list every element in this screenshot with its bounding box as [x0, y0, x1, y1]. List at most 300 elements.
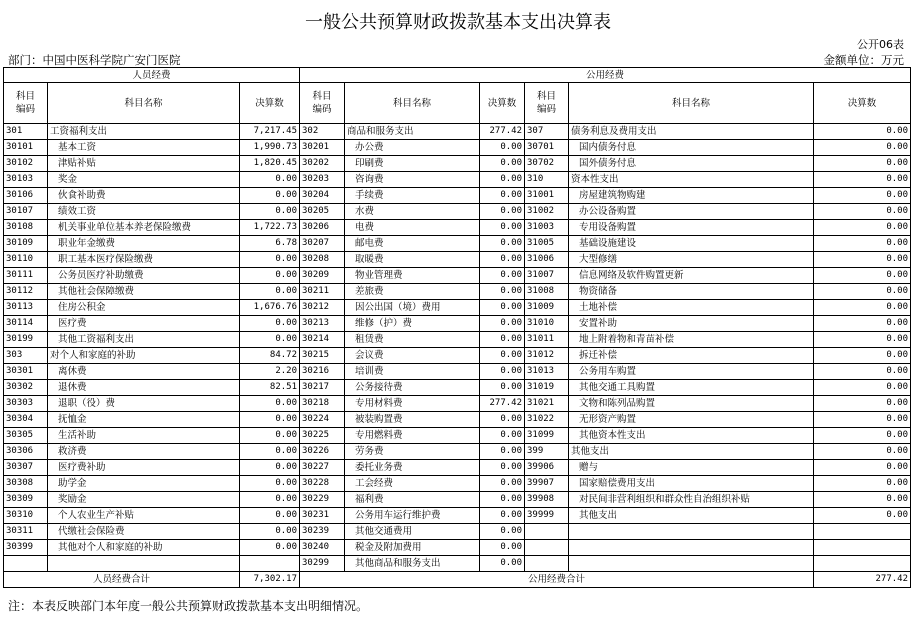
subject-name: 专用材料费 — [345, 396, 480, 412]
subject-name: 其他资本性支出 — [569, 428, 814, 444]
table-row — [4, 252, 911, 268]
subject-code: 30399 — [4, 540, 48, 556]
subject-name: 工会经费 — [345, 476, 480, 492]
subject-code: 30231 — [300, 508, 345, 524]
subject-code: 30213 — [300, 316, 345, 332]
subject-name — [48, 556, 240, 572]
subject-code: 31003 — [525, 220, 569, 236]
amount-value: 0.00 — [814, 492, 911, 508]
header-code: 科目 编码 — [525, 83, 569, 124]
amount-value: 0.00 — [814, 332, 911, 348]
amount-value: 6.78 — [240, 236, 300, 252]
subject-code: 399 — [525, 444, 569, 460]
subject-code: 30207 — [300, 236, 345, 252]
amount-value: 0.00 — [814, 268, 911, 284]
page-title: 一般公共预算财政拨款基本支出决算表 — [305, 12, 611, 33]
amount-value: 0.00 — [814, 396, 911, 412]
subject-code: 310 — [525, 172, 569, 188]
amount-value: 0.00 — [814, 348, 911, 364]
subject-code: 30702 — [525, 156, 569, 172]
subject-name: 其他支出 — [569, 508, 814, 524]
amount-value: 0.00 — [814, 156, 911, 172]
subject-name: 公务员医疗补助缴费 — [48, 268, 240, 284]
subject-name: 个人农业生产补贴 — [48, 508, 240, 524]
subject-code: 39906 — [525, 460, 569, 476]
subject-code: 30109 — [4, 236, 48, 252]
amount-value: 0.00 — [814, 300, 911, 316]
subject-name: 福利费 — [345, 492, 480, 508]
amount-value: 0.00 — [814, 380, 911, 396]
subject-name: 对民间非营利组织和群众性自治组织补贴 — [569, 492, 814, 508]
subject-code: 31099 — [525, 428, 569, 444]
subject-code: 31006 — [525, 252, 569, 268]
subject-name: 工资福利支出 — [48, 124, 240, 140]
subject-name: 职业年金缴费 — [48, 236, 240, 252]
table-row — [4, 492, 911, 508]
amount-value: 0.00 — [480, 156, 525, 172]
subject-code: 30226 — [300, 444, 345, 460]
subject-code: 31013 — [525, 364, 569, 380]
subject-name: 抚恤金 — [48, 412, 240, 428]
amount-value: 0.00 — [480, 524, 525, 540]
amount-value — [814, 556, 911, 572]
amount-value: 0.00 — [240, 524, 300, 540]
subject-name: 伙食补助费 — [48, 188, 240, 204]
subject-name: 因公出国（境）费用 — [345, 300, 480, 316]
subject-code: 30308 — [4, 476, 48, 492]
amount-value: 0.00 — [240, 428, 300, 444]
subject-name: 离休费 — [48, 364, 240, 380]
subject-name: 其他社会保障缴费 — [48, 284, 240, 300]
amount-value: 277.42 — [480, 124, 525, 140]
subject-name: 其他商品和服务支出 — [345, 556, 480, 572]
subject-code: 30206 — [300, 220, 345, 236]
subject-name: 绩效工资 — [48, 204, 240, 220]
subject-code: 30217 — [300, 380, 345, 396]
amount-value: 0.00 — [240, 188, 300, 204]
header-name: 科目名称 — [48, 83, 240, 124]
amount-value: 0.00 — [814, 412, 911, 428]
amount-value: 0.00 — [814, 140, 911, 156]
subject-name: 房屋建筑物购建 — [569, 188, 814, 204]
subject-name: 办公设备购置 — [569, 204, 814, 220]
amount-value: 0.00 — [240, 268, 300, 284]
table-row — [4, 220, 911, 236]
amount-value: 0.00 — [814, 476, 911, 492]
subject-name: 会议费 — [345, 348, 480, 364]
amount-value: 0.00 — [240, 204, 300, 220]
header-amount: 决算数 — [814, 83, 911, 124]
amount-value: 0.00 — [480, 428, 525, 444]
amount-value: 0.00 — [480, 476, 525, 492]
personnel-total-value: 7,302.17 — [240, 572, 300, 588]
table-row — [4, 348, 911, 364]
amount-value: 0.00 — [480, 412, 525, 428]
subject-code: 30101 — [4, 140, 48, 156]
amount-value: 0.00 — [240, 476, 300, 492]
subject-code: 31011 — [525, 332, 569, 348]
header-amount: 决算数 — [240, 83, 300, 124]
subject-code — [525, 540, 569, 556]
subject-code: 39908 — [525, 492, 569, 508]
subject-name: 专用设备购置 — [569, 220, 814, 236]
amount-value: 1,722.73 — [240, 220, 300, 236]
amount-value: 0.00 — [814, 428, 911, 444]
subject-code: 30299 — [300, 556, 345, 572]
subject-code: 31005 — [525, 236, 569, 252]
table-row — [4, 188, 911, 204]
amount-value: 0.00 — [480, 556, 525, 572]
amount-value: 0.00 — [480, 444, 525, 460]
subject-name: 国内债务付息 — [569, 140, 814, 156]
table-row — [4, 460, 911, 476]
subject-code: 307 — [525, 124, 569, 140]
subject-name: 委托业务费 — [345, 460, 480, 476]
subject-code: 39907 — [525, 476, 569, 492]
subject-code: 30306 — [4, 444, 48, 460]
table-row — [4, 156, 911, 172]
subject-name: 商品和服务支出 — [345, 124, 480, 140]
subject-name: 手续费 — [345, 188, 480, 204]
subject-name: 住房公积金 — [48, 300, 240, 316]
subject-name: 专用燃料费 — [345, 428, 480, 444]
amount-value: 0.00 — [480, 380, 525, 396]
amount-value: 0.00 — [480, 204, 525, 220]
subject-name: 印刷费 — [345, 156, 480, 172]
table-row — [4, 444, 911, 460]
subject-name: 国外债务付息 — [569, 156, 814, 172]
subject-code: 30212 — [300, 300, 345, 316]
subject-name: 救济费 — [48, 444, 240, 460]
subject-code: 30114 — [4, 316, 48, 332]
amount-value: 0.00 — [240, 316, 300, 332]
amount-value: 0.00 — [240, 172, 300, 188]
subject-name: 公务用车运行维护费 — [345, 508, 480, 524]
subject-name — [569, 524, 814, 540]
subject-code: 30209 — [300, 268, 345, 284]
table-row — [4, 140, 911, 156]
subject-code: 31007 — [525, 268, 569, 284]
subject-code: 30203 — [300, 172, 345, 188]
subject-name: 土地补偿 — [569, 300, 814, 316]
table-row — [4, 364, 911, 380]
subject-name: 大型修缮 — [569, 252, 814, 268]
subject-name: 其他支出 — [569, 444, 814, 460]
amount-value — [814, 524, 911, 540]
table-row — [4, 268, 911, 284]
amount-value: 84.72 — [240, 348, 300, 364]
subject-name: 奖金 — [48, 172, 240, 188]
table-row — [4, 508, 911, 524]
subject-code: 30305 — [4, 428, 48, 444]
subject-code: 30211 — [300, 284, 345, 300]
subject-name — [569, 540, 814, 556]
amount-value: 0.00 — [480, 188, 525, 204]
subject-code: 30227 — [300, 460, 345, 476]
subject-code: 30311 — [4, 524, 48, 540]
amount-value: 0.00 — [480, 140, 525, 156]
subject-name: 其他交通工具购置 — [569, 380, 814, 396]
amount-value: 0.00 — [480, 460, 525, 476]
subject-name: 信息网络及软件购置更新 — [569, 268, 814, 284]
subject-name: 退休费 — [48, 380, 240, 396]
table-row — [4, 396, 911, 412]
subject-code: 30228 — [300, 476, 345, 492]
subject-code: 30307 — [4, 460, 48, 476]
subject-name: 公务接待费 — [345, 380, 480, 396]
subject-name: 物业管理费 — [345, 268, 480, 284]
subject-name: 对个人和家庭的补助 — [48, 348, 240, 364]
subject-code — [525, 524, 569, 540]
subject-code: 31009 — [525, 300, 569, 316]
footnote: 注：本表反映部门本年度一般公共预算财政拨款基本支出明细情况。 — [8, 599, 369, 613]
amount-value: 0.00 — [814, 508, 911, 524]
subject-code: 30240 — [300, 540, 345, 556]
subject-code: 31001 — [525, 188, 569, 204]
table-row — [4, 380, 911, 396]
subject-code: 39999 — [525, 508, 569, 524]
subject-code: 30309 — [4, 492, 48, 508]
subject-name: 邮电费 — [345, 236, 480, 252]
subject-name: 资本性支出 — [569, 172, 814, 188]
subject-name: 基本工资 — [48, 140, 240, 156]
table-row — [4, 556, 911, 572]
amount-value: 0.00 — [240, 396, 300, 412]
subject-name: 拆迁补偿 — [569, 348, 814, 364]
amount-value: 0.00 — [480, 364, 525, 380]
amount-value: 0.00 — [814, 444, 911, 460]
subject-code: 30201 — [300, 140, 345, 156]
subject-code: 302 — [300, 124, 345, 140]
subject-code: 31022 — [525, 412, 569, 428]
subject-code: 30302 — [4, 380, 48, 396]
subject-code — [525, 556, 569, 572]
amount-value: 0.00 — [814, 220, 911, 236]
subject-code: 31019 — [525, 380, 569, 396]
amount-value: 0.00 — [480, 492, 525, 508]
amount-value: 1,820.45 — [240, 156, 300, 172]
amount-value: 0.00 — [814, 188, 911, 204]
totals-row — [4, 572, 911, 588]
amount-value: 0.00 — [480, 300, 525, 316]
subject-name: 基础设施建设 — [569, 236, 814, 252]
amount-value — [814, 540, 911, 556]
subject-name: 赠与 — [569, 460, 814, 476]
subject-name: 其他对个人和家庭的补助 — [48, 540, 240, 556]
subject-name: 电费 — [345, 220, 480, 236]
subject-code: 30303 — [4, 396, 48, 412]
amount-value: 0.00 — [814, 172, 911, 188]
subject-name: 无形资产购置 — [569, 412, 814, 428]
amount-value: 0.00 — [240, 444, 300, 460]
subject-name: 培训费 — [345, 364, 480, 380]
subject-name: 地上附着物和青苗补偿 — [569, 332, 814, 348]
subject-code: 30239 — [300, 524, 345, 540]
subject-code: 301 — [4, 124, 48, 140]
table-row — [4, 172, 911, 188]
amount-value: 0.00 — [240, 508, 300, 524]
amount-value: 0.00 — [480, 172, 525, 188]
subject-name: 取暖费 — [345, 252, 480, 268]
subject-name: 其他工资福利支出 — [48, 332, 240, 348]
subject-name: 奖励金 — [48, 492, 240, 508]
subject-code: 30108 — [4, 220, 48, 236]
subject-code: 31008 — [525, 284, 569, 300]
department-label: 部门：中国中医科学院广安门医院 — [8, 53, 181, 67]
amount-value: 0.00 — [814, 204, 911, 220]
subject-name: 差旅费 — [345, 284, 480, 300]
subject-code: 30215 — [300, 348, 345, 364]
table-row — [4, 236, 911, 252]
table-row — [4, 284, 911, 300]
subject-name: 医疗费 — [48, 316, 240, 332]
personnel-total-label: 人员经费合计 — [4, 572, 240, 588]
amount-value — [240, 556, 300, 572]
subject-code: 303 — [4, 348, 48, 364]
table-row — [4, 204, 911, 220]
amount-value: 7,217.45 — [240, 124, 300, 140]
subject-code: 30107 — [4, 204, 48, 220]
table-row — [4, 428, 911, 444]
subject-name: 被装购置费 — [345, 412, 480, 428]
amount-value: 0.00 — [480, 268, 525, 284]
subject-name: 其他交通费用 — [345, 524, 480, 540]
subject-code: 30111 — [4, 268, 48, 284]
header-code: 科目 编码 — [300, 83, 345, 124]
amount-value: 277.42 — [480, 396, 525, 412]
header-code: 科目 编码 — [4, 83, 48, 124]
amount-value: 0.00 — [240, 460, 300, 476]
subject-name: 公务用车购置 — [569, 364, 814, 380]
header-amount: 决算数 — [480, 83, 525, 124]
subject-name: 国家赔偿费用支出 — [569, 476, 814, 492]
subject-name — [569, 556, 814, 572]
subject-name: 安置补助 — [569, 316, 814, 332]
subject-code: 30103 — [4, 172, 48, 188]
table-row — [4, 300, 911, 316]
subject-name: 税金及附加费用 — [345, 540, 480, 556]
amount-value: 0.00 — [480, 284, 525, 300]
subject-code: 31012 — [525, 348, 569, 364]
amount-value: 0.00 — [480, 348, 525, 364]
amount-value: 0.00 — [240, 412, 300, 428]
amount-value: 82.51 — [240, 380, 300, 396]
amount-value: 0.00 — [240, 332, 300, 348]
amount-value: 1,990.73 — [240, 140, 300, 156]
table-row — [4, 476, 911, 492]
subject-code: 30304 — [4, 412, 48, 428]
subject-code: 30205 — [300, 204, 345, 220]
table-row — [4, 540, 911, 556]
amount-value: 0.00 — [814, 252, 911, 268]
subject-code: 30112 — [4, 284, 48, 300]
amount-value: 0.00 — [240, 252, 300, 268]
header-name: 科目名称 — [345, 83, 480, 124]
subject-name: 生活补助 — [48, 428, 240, 444]
subject-name: 津贴补贴 — [48, 156, 240, 172]
amount-value: 0.00 — [240, 284, 300, 300]
amount-value: 0.00 — [814, 460, 911, 476]
subject-code: 30113 — [4, 300, 48, 316]
amount-value: 0.00 — [814, 364, 911, 380]
subject-name: 职工基本医疗保险缴费 — [48, 252, 240, 268]
subject-name: 退职（役）费 — [48, 396, 240, 412]
amount-value: 1,676.76 — [240, 300, 300, 316]
amount-value: 0.00 — [480, 508, 525, 524]
public-total-value: 277.42 — [814, 572, 911, 588]
subject-name: 机关事业单位基本养老保险缴费 — [48, 220, 240, 236]
subject-name: 医疗费补助 — [48, 460, 240, 476]
subject-code: 30214 — [300, 332, 345, 348]
amount-value: 0.00 — [480, 316, 525, 332]
subject-code: 31002 — [525, 204, 569, 220]
subject-name: 代缴社会保险费 — [48, 524, 240, 540]
amount-value: 0.00 — [240, 540, 300, 556]
amount-value: 0.00 — [814, 284, 911, 300]
subject-code: 30301 — [4, 364, 48, 380]
table-row — [4, 316, 911, 332]
amount-value: 0.00 — [240, 492, 300, 508]
amount-value: 0.00 — [480, 252, 525, 268]
subject-code: 30102 — [4, 156, 48, 172]
subject-name: 水费 — [345, 204, 480, 220]
table-row — [4, 124, 911, 140]
subject-name: 债务利息及费用支出 — [569, 124, 814, 140]
amount-value: 0.00 — [480, 332, 525, 348]
subject-code: 30216 — [300, 364, 345, 380]
subject-code: 30199 — [4, 332, 48, 348]
amount-value: 0.00 — [814, 316, 911, 332]
subject-name: 维修（护）费 — [345, 316, 480, 332]
subject-code — [4, 556, 48, 572]
subject-code: 31010 — [525, 316, 569, 332]
subject-code: 31021 — [525, 396, 569, 412]
subject-name: 咨询费 — [345, 172, 480, 188]
amount-value: 0.00 — [480, 220, 525, 236]
section-personnel: 人员经费 — [4, 68, 300, 83]
subject-code: 30208 — [300, 252, 345, 268]
subject-code: 30106 — [4, 188, 48, 204]
table-row — [4, 332, 911, 348]
subject-name: 租赁费 — [345, 332, 480, 348]
subject-code: 30218 — [300, 396, 345, 412]
amount-value: 0.00 — [814, 236, 911, 252]
subject-code: 30701 — [525, 140, 569, 156]
table-row — [4, 524, 911, 540]
subject-code: 30110 — [4, 252, 48, 268]
amount-value: 0.00 — [814, 124, 911, 140]
subject-code: 30310 — [4, 508, 48, 524]
subject-code: 30225 — [300, 428, 345, 444]
unit-label: 金额单位：万元 — [823, 53, 904, 67]
table-row — [4, 412, 911, 428]
amount-value: 0.00 — [480, 236, 525, 252]
subject-code: 30229 — [300, 492, 345, 508]
form-code: 公开06表 — [857, 38, 904, 51]
amount-value: 2.20 — [240, 364, 300, 380]
subject-name: 办公费 — [345, 140, 480, 156]
public-total-label: 公用经费合计 — [300, 572, 814, 588]
expenditure-table — [3, 67, 911, 588]
subject-name: 助学金 — [48, 476, 240, 492]
subject-name: 劳务费 — [345, 444, 480, 460]
header-name: 科目名称 — [569, 83, 814, 124]
subject-code: 30224 — [300, 412, 345, 428]
subject-code: 30204 — [300, 188, 345, 204]
subject-name: 物资储备 — [569, 284, 814, 300]
subject-code: 30202 — [300, 156, 345, 172]
amount-value: 0.00 — [480, 540, 525, 556]
